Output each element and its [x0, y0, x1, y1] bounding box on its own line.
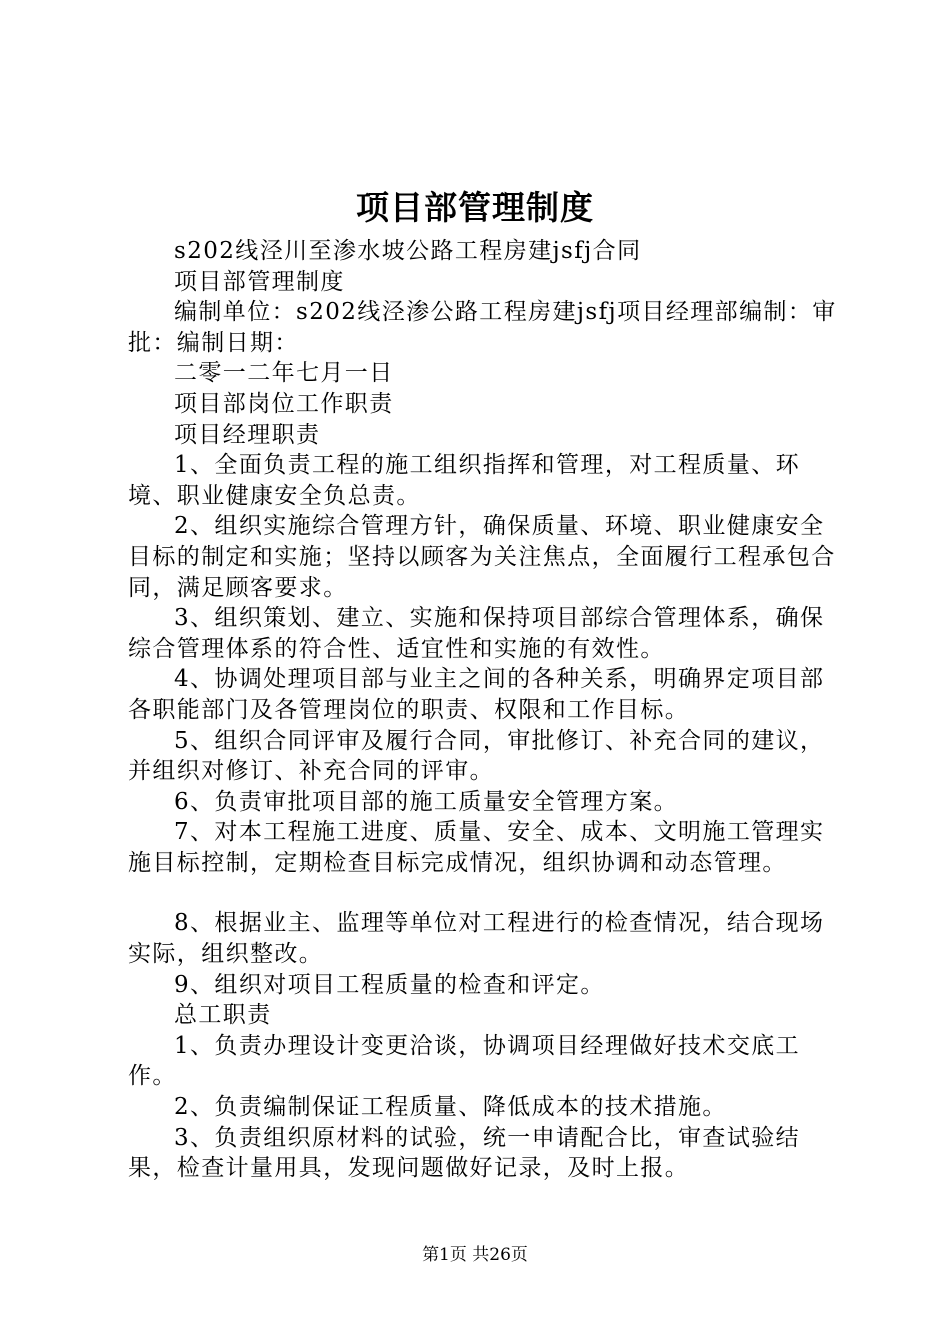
paragraph-date: 二零一二年七月一日 — [174, 360, 394, 387]
list-item: 1、全面负责工程的施工组织指挥和管理，对工程质量、环境、职业健康安全负总责。 — [128, 452, 801, 509]
document-title: 项目部管理制度 — [356, 188, 594, 227]
document-body — [128, 236, 838, 1184]
list-item: 9、组织对项目工程质量的检查和评定。 — [174, 971, 605, 998]
list-item: 2、负责编制保证工程质量、降低成本的技术措施。 — [174, 1094, 727, 1121]
list-item: 8、根据业主、监理等单位对工程进行的检查情况，结合现场实际，组织整改。 — [128, 910, 825, 968]
section-heading: 项目部岗位工作职责 — [174, 390, 394, 417]
subsection-heading: 项目经理职责 — [174, 421, 321, 448]
list-item: 2、组织实施综合管理方针，确保质量、环境、职业健康安全目标的制定和实施；坚持以顾客为关注焦点，全面履行工程承包合同，满足顾客要求。 — [128, 513, 836, 601]
list-item: 3、组织策划、建立、实施和保持项目部综合管理体系，确保综合管理体系的符合性、适宜性和实施的有效性。 — [128, 605, 825, 662]
paragraph-subtitle: 项目部管理制度 — [174, 268, 345, 295]
paragraph-contract-name: s202线泾川至渗水坡公路工程房建jsfj合同 — [174, 238, 642, 264]
paragraph-compiler: 编制单位：s202线泾渗公路工程房建jsfj项目经理部编制：审批：编制日期： — [128, 299, 837, 356]
list-item: 7、对本工程施工进度、质量、安全、成本、文明施工管理实施目标控制，定期检查目标完成情况，组织协调和动态管理。 — [128, 819, 825, 876]
list-item: 6、负责审批项目部的施工质量安全管理方案。 — [174, 788, 679, 815]
list-item: 1、负责办理设计变更洽谈，协调项目经理做好技术交底工作。 — [128, 1032, 801, 1090]
list-item: 3、负责组织原材料的试验，统一申请配合比，审查试验结果，检查计量用具，发现问题做好记录，及时上报。 — [128, 1124, 801, 1182]
page-number: 第1页 共26页 — [422, 1245, 528, 1265]
list-item: 4、协调处理项目部与业主之间的各种关系，明确界定项目部各职能部门及各管理岗位的职责、权限和工作目标。 — [128, 666, 825, 723]
list-item: 5、组织合同评审及履行合同，审批修订、补充合同的建议，并组织对修订、补充合同的评审。 — [128, 727, 825, 785]
subsection-heading: 总工职责 — [174, 1002, 272, 1029]
